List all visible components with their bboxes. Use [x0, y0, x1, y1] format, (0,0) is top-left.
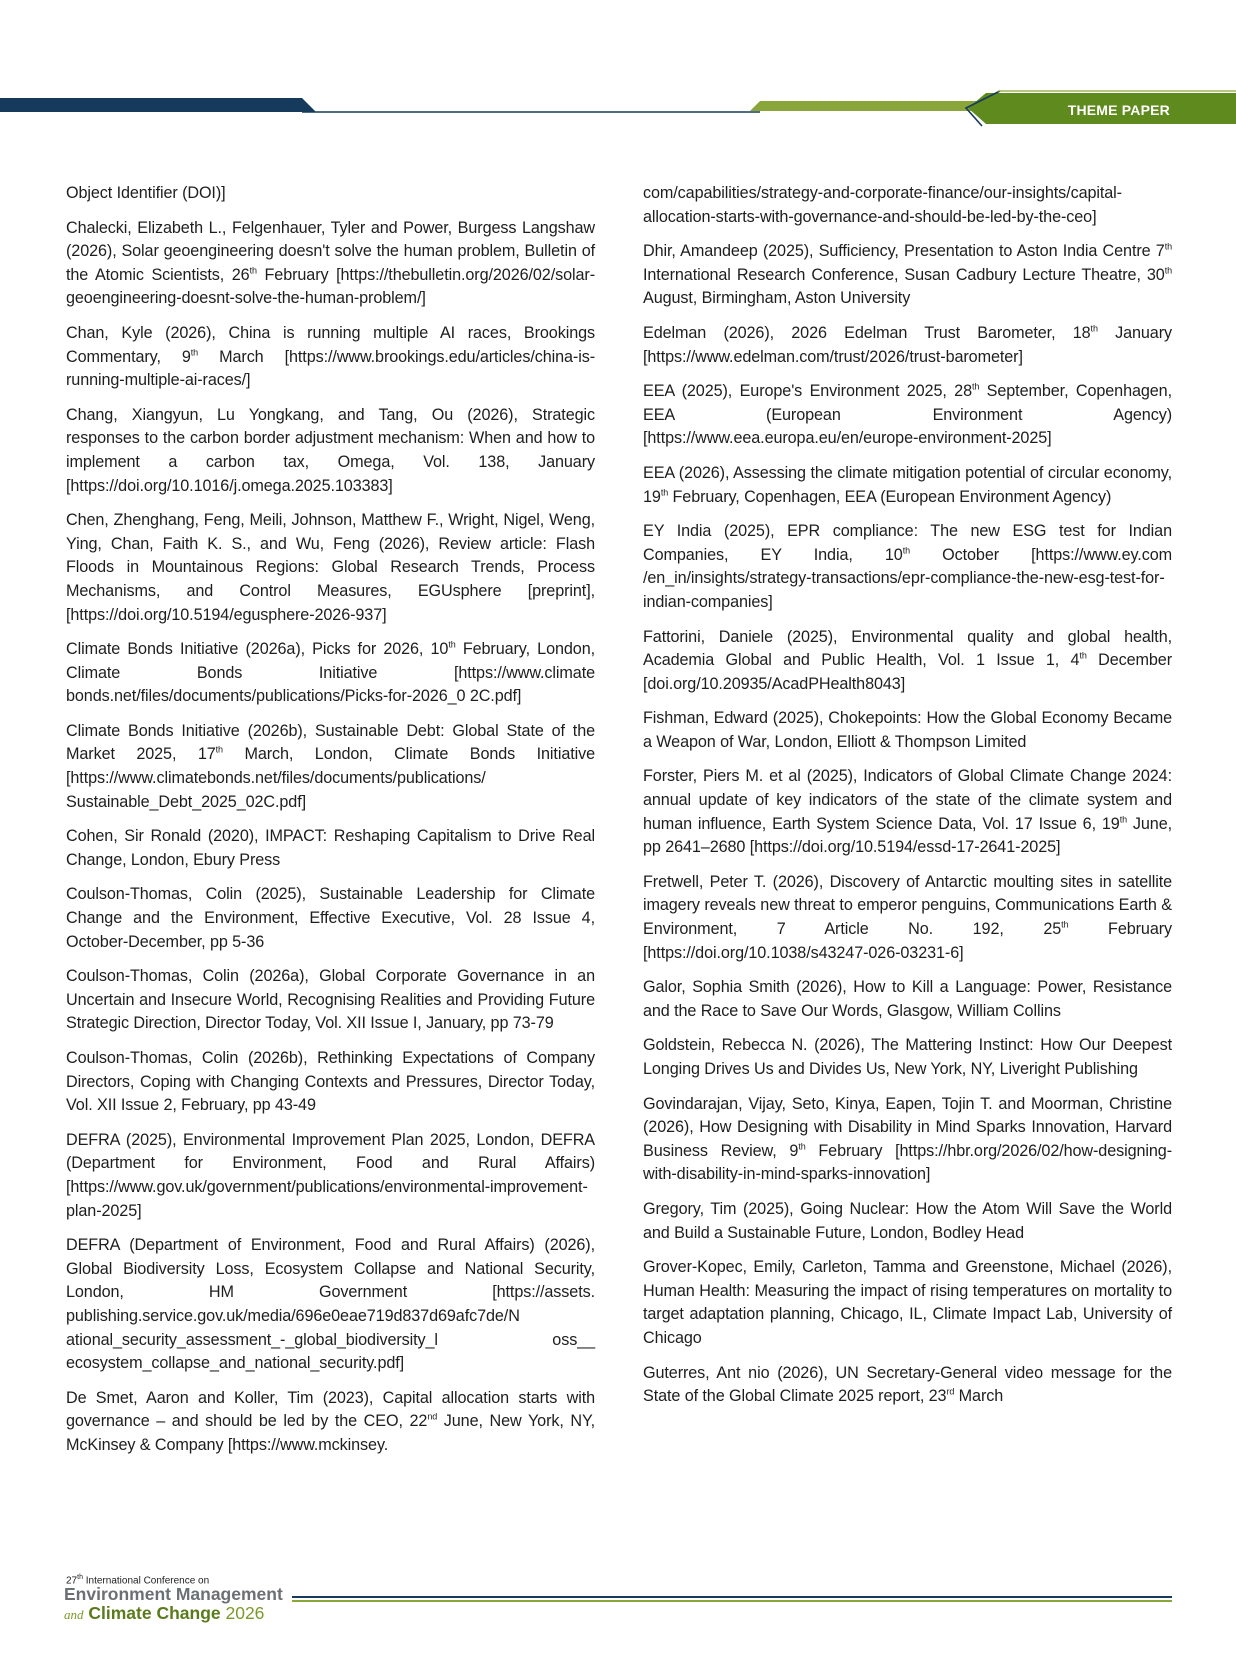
reference-entry — [643, 626, 1172, 697]
reference-text: February, London, Climate Bonds Initiative [https://www.climate bonds.net/files/documents/publications/Picks-for-2026_0 2C.pdf] — [66, 640, 595, 706]
ordinal-suffix: th — [1119, 814, 1127, 825]
reference-text: August, Birmingham, Aston University — [643, 289, 911, 308]
reference-text: Galor, Sophia Smith (2026), How to Kill a Language: Power, Resistance and the Race to Save Our Words, Glasgow, William Collins — [643, 978, 1172, 1020]
reference-entry — [66, 217, 595, 311]
reference-text: Coulson-Thomas, Colin (2025), Sustainable Leadership for Climate Change and the Environment, Effective Executive, Vol. 28 Issue 4, October-December, pp 5-36 — [66, 885, 595, 951]
reference-text: Climate Bonds Initiative (2026a), Picks for 2026, 10 — [66, 640, 449, 659]
reference-text: February [https://hbr.org/2026/02/how-designing-with-disability-in-mind-sparks-innovation] — [643, 1141, 1173, 1184]
reference-text: March [https://www.brookings.edu/articles/china-is-running-multiple-ai-races/] — [66, 347, 595, 390]
reference-entry — [643, 707, 1172, 754]
ordinal-suffix: th — [190, 347, 199, 358]
reference-text: October [https://www.ey.com /en_in/insights/strategy-transactions/epr-compliance-the-new-esg-test-for-indian-companies] — [643, 545, 1172, 611]
reference-text: Object Identifier (DOI)] — [66, 184, 226, 202]
conference-edition-suffix: th — [77, 1574, 83, 1581]
reference-entry — [643, 240, 1172, 311]
reference-text: DEFRA (Department of Environment, Food and Rural Affairs) (2026), Global Biodiversity Loss, Ecosystem Collapse and National Security, London, HM Government [https://assets. publishing.service.gov.uk/media/696e0eae719d837d69afc7de/N ational_security_assessment_-_global_biodiversity_l oss__ ecosystem_collapse_and_national_security.pdf] — [66, 1236, 595, 1373]
reference-text: February [https://doi.org/10.1038/s43247-026-03231-6] — [643, 920, 1173, 962]
reference-text: Chen, Zhenghang, Feng, Meili, Johnson, Matthew F., Wright, Nigel, Weng, Ying, Chan, Faith K. S., and Wu, Feng (2026), Review article: Flash Floods in Mountainous Regions: Global Research Trends, Process Mechanisms, and Control Measures, EGUsphere [preprint], [https://doi.org/10.5194/egusphere-2026-937] — [66, 511, 595, 624]
reference-text: Chan, Kyle (2026), China is running multiple AI races, Brookings Commentary, 9 — [66, 323, 595, 366]
reference-text: Edelman (2026), 2026 Edelman Trust Barometer, 18 — [643, 323, 1091, 342]
theme-paper-label: THEME PAPER — [1067, 102, 1170, 118]
ordinal-suffix: th — [1090, 323, 1098, 334]
conference-edition-number: 27 — [66, 1575, 78, 1587]
reference-entry — [643, 182, 1172, 229]
reference-entry — [66, 965, 595, 1036]
reference-text: June, New York, NY, McKinsey & Company [https://www.mckinsey. — [66, 1412, 596, 1454]
reference-entry — [66, 322, 595, 393]
conference-name-text: Climate Change — [83, 1603, 226, 1623]
reference-text: Coulson-Thomas, Colin (2026a), Global Corporate Governance in an Uncertain and Insecure World, Recognising Realities and Providing Future Strategic Direction, Director Today, Vol. XII Issue I, January, pp 73-79 — [66, 967, 595, 1033]
reference-text: com/capabilities/strategy-and-corporate-finance/our-insights/capital-allocation-starts-with-governance-and-should-be-led-by-the-ceo] — [643, 184, 1122, 226]
reference-text: January [https://www.edelman.com/trust/2026/trust-barometer] — [643, 323, 1172, 366]
ordinal-suffix: th — [215, 745, 223, 756]
ordinal-suffix: th — [971, 381, 980, 392]
reference-entry — [643, 462, 1172, 509]
reference-text: December [doi.org/10.20935/AcadPHealth8043] — [643, 651, 1172, 693]
header-green-band — [750, 101, 978, 111]
reference-text: Gregory, Tim (2025), Going Nuclear: How the Atom Will Save the World and Build a Sustainable Future, London, Bodley Head — [643, 1199, 1172, 1242]
conference-and: and — [64, 1607, 84, 1622]
reference-text: Chang, Xiangyun, Lu Yongkang, and Tang, Ou (2026), Strategic responses to the carbon border adjustment mechanism: When and how to implement a carbon tax, Omega, Vol. 138, January [https://doi.org/10.1016/j.omega.2025.103383] — [66, 405, 595, 495]
ordinal-suffix: th — [1164, 265, 1172, 276]
ordinal-suffix: nd — [427, 1411, 438, 1422]
reference-text: Guterres, Ant nio (2026), UN Secretary-General video message for the State of the Global Climate 2025 report, 23 — [643, 1363, 1172, 1406]
reference-entry — [643, 1198, 1172, 1245]
reference-text: February, Copenhagen, EEA (European Environment Agency) — [668, 487, 1112, 506]
reference-entry — [66, 825, 595, 872]
reference-entry — [66, 638, 595, 709]
reference-entry — [66, 1047, 595, 1118]
reference-entry — [66, 404, 595, 498]
reference-entry — [643, 1093, 1172, 1187]
reference-text: Coulson-Thomas, Colin (2026b), Rethinking Expectations of Company Directors, Coping with Changing Contexts and Pressures, Director Today, Vol. XII Issue 2, February, pp 43-49 — [66, 1049, 595, 1115]
reference-text: EY India (2025), EPR compliance: The new ESG test for Indian Companies, EY India, 10 — [643, 522, 1172, 564]
reference-entry — [643, 322, 1172, 369]
reference-entry — [66, 509, 595, 627]
reference-entry — [66, 1387, 595, 1458]
ordinal-suffix: th — [249, 265, 257, 276]
reference-entry — [643, 1362, 1172, 1409]
reference-entry — [66, 720, 595, 814]
reference-text: Fattorini, Daniele (2025), Environmental quality and global health, Academia Global and Public Health, Vol. 1 Issue 1, 4 — [643, 627, 1172, 670]
reference-text: Govindarajan, Vijay, Seto, Kinya, Eapen, Tojin T. and Moorman, Christine (2026), How Designing with Disability in Mind Sparks Innovation, Harvard Business Review, 9 — [643, 1094, 1172, 1160]
reference-text: De Smet, Aaron and Koller, Tim (2023), Capital allocation starts with governance – and should be led by the CEO, 22 — [66, 1388, 595, 1431]
ordinal-suffix: th — [902, 545, 910, 556]
reference-text: Grover-Kopec, Emily, Carleton, Tamma and Greenstone, Michael (2026), Human Health: Measuring the impact of rising temperatures on mortality to target adaptation planning, Chicago, IL, Climate Impact Lab, University of Chicago — [643, 1258, 1172, 1347]
reference-entry — [643, 1256, 1172, 1350]
reference-text: EEA (2025), Europe's Environment 2025, 28 — [643, 382, 972, 401]
references-left-column — [66, 182, 595, 1469]
reference-text: March, London, Climate Bonds Initiative [https://www.climatebonds.net/files/documents/publications/ Sustainable_Debt_2025_02C.pdf] — [66, 745, 596, 811]
reference-entry — [643, 976, 1172, 1023]
reference-text: February [https://thebulletin.org/2026/02/solar-geoengineering-doesnt-solve-the-human-problem/] — [66, 265, 595, 308]
reference-entry — [66, 182, 595, 206]
reference-text: Dhir, Amandeep (2025), Sufficiency, Presentation to Aston India Centre 7 — [643, 242, 1165, 261]
references-columns — [66, 182, 1172, 1469]
reference-text: EEA (2026), Assessing the climate mitigation potential of circular economy, 19 — [643, 463, 1172, 506]
reference-text: June, pp 2641–2680 [https://doi.org/10.5194/essd-17-2641-2025] — [643, 814, 1173, 857]
conference-edition-text: International Conference on — [82, 1575, 210, 1587]
reference-entry — [66, 1234, 595, 1376]
reference-text: Forster, Piers M. et al (2025), Indicators of Global Climate Change 2024: annual update of key indicators of the state of the climate system and human influence, Earth System Science Data, Vol. 17 Issue 6, 19 — [643, 767, 1172, 833]
header-navy-band — [0, 98, 316, 112]
conference-name-line1: Environment Management — [64, 1584, 283, 1604]
reference-text: September, Copenhagen, EEA (European Environment Agency) [https://www.eea.europa.eu/en/europe-environment-2025] — [643, 382, 1172, 448]
reference-entry — [66, 1129, 595, 1223]
reference-text: Goldstein, Rebecca N. (2026), The Mattering Instinct: How Our Deepest Longing Drives Us and Divides Us, New York, NY, Liveright Publishing — [643, 1036, 1172, 1078]
ordinal-suffix: th — [448, 639, 456, 650]
reference-text: Cohen, Sir Ronald (2020), IMPACT: Reshaping Capitalism to Drive Real Change, London, Ebury Press — [66, 827, 595, 869]
ordinal-suffix: th — [1079, 650, 1087, 661]
reference-entry — [643, 871, 1172, 965]
ordinal-suffix: rd — [946, 1386, 955, 1397]
conference-name-line2 — [64, 1603, 264, 1624]
reference-text: March — [954, 1387, 1004, 1406]
ordinal-suffix: th — [1164, 241, 1172, 252]
reference-entry — [66, 883, 595, 954]
reference-entry — [643, 520, 1172, 614]
reference-text: Fretwell, Peter T. (2026), Discovery of Antarctic moulting sites in satellite imagery reveals new threat to emperor penguins, Communications Earth & Environment, 7 Article No. 192, 25 — [643, 872, 1172, 939]
reference-text: Chalecki, Elizabeth L., Felgenhauer, Tyler and Power, Burgess Langshaw (2026), Solar geoengineering doesn't solve the human problem, Bulletin of the Atomic Scientists, 26 — [66, 218, 595, 284]
conference-year: 2026 — [225, 1603, 265, 1623]
reference-entry — [643, 765, 1172, 859]
reference-text: International Research Conference, Susan Cadbury Lecture Theatre, 30 — [643, 265, 1165, 284]
header-banner — [0, 0, 1236, 140]
ordinal-suffix: th — [798, 1141, 806, 1152]
ordinal-suffix: th — [1061, 919, 1069, 930]
reference-entry — [643, 1034, 1172, 1081]
reference-text: Fishman, Edward (2025), Chokepoints: How the Global Economy Became a Weapon of War, London, Elliott & Thompson Limited — [643, 709, 1172, 751]
reference-entry — [643, 380, 1172, 451]
reference-text: Climate Bonds Initiative (2026b), Sustainable Debt: Global State of the Market 2025, 17 — [66, 721, 595, 764]
ordinal-suffix: th — [660, 487, 669, 498]
reference-text: DEFRA (2025), Environmental Improvement Plan 2025, London, DEFRA (Department for Environment, Food and Rural Affairs) [https://www.gov.uk/government/publications/environmental-improvement-plan-2025] — [66, 1130, 595, 1220]
references-right-column — [643, 182, 1172, 1469]
